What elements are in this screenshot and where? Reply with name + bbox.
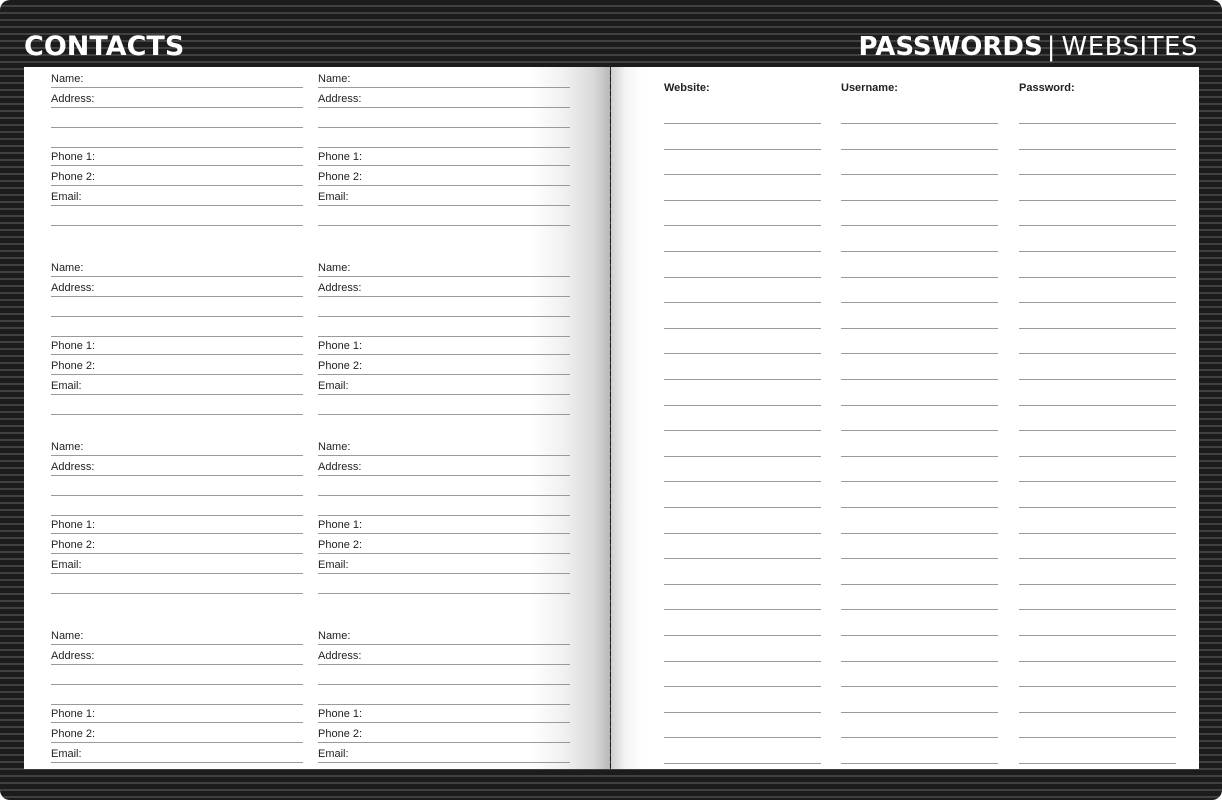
contact-name-field[interactable] <box>318 435 570 456</box>
contact-address-field[interactable] <box>51 87 303 108</box>
contact-address-label: Address: <box>318 282 362 294</box>
contact-address-label: Address: <box>318 650 362 662</box>
username-entry-line[interactable] <box>841 149 998 150</box>
contact-blank-line[interactable] <box>51 205 303 226</box>
username-entry-line[interactable] <box>841 737 998 738</box>
website-entry-line[interactable] <box>664 456 821 457</box>
password-entry-line[interactable] <box>1019 302 1176 303</box>
website-entry-line[interactable] <box>664 558 821 559</box>
contact-blank-line[interactable] <box>318 573 570 594</box>
username-entry-line[interactable] <box>841 533 998 534</box>
contact-email-label: Email: <box>51 191 82 203</box>
contact-address-field[interactable] <box>318 644 570 665</box>
contact-address-label: Address: <box>318 93 362 105</box>
contact-blank-line[interactable] <box>51 296 303 317</box>
contact-name-field[interactable] <box>318 67 570 88</box>
username-entry-line[interactable] <box>841 302 998 303</box>
contact-email-field[interactable] <box>318 742 570 763</box>
contact-phone2-field[interactable] <box>51 165 303 186</box>
contacts-column <box>318 67 570 769</box>
contact-name-field[interactable] <box>51 624 303 645</box>
contact-phone2-label: Phone 2: <box>51 728 96 740</box>
website-entry-line[interactable] <box>664 763 821 764</box>
contact-phone1-label: Phone 1: <box>318 340 363 352</box>
website-entry-line[interactable] <box>664 737 821 738</box>
username-entry-line[interactable] <box>841 200 998 201</box>
contact-name-label: Name: <box>318 441 351 453</box>
contact-blank-line[interactable] <box>51 107 303 128</box>
password-column-header: Password: <box>1019 82 1075 94</box>
contact-name-label: Name: <box>51 73 84 85</box>
username-entry-line[interactable] <box>841 712 998 713</box>
username-entry-line[interactable] <box>841 686 998 687</box>
contact-address-field[interactable] <box>51 276 303 297</box>
username-entry-line[interactable] <box>841 225 998 226</box>
contact-address-field[interactable] <box>318 276 570 297</box>
contact-phone2-label: Phone 2: <box>318 360 363 372</box>
password-entry-line[interactable] <box>1019 456 1176 457</box>
contact-name-label: Name: <box>318 630 351 642</box>
username-entry-line[interactable] <box>841 609 998 610</box>
website-entry-line[interactable] <box>664 405 821 406</box>
password-entry-line[interactable] <box>1019 609 1176 610</box>
website-entry-line[interactable] <box>664 174 821 175</box>
contact-phone2-label: Phone 2: <box>51 171 96 183</box>
contact-blank-line[interactable] <box>51 394 303 415</box>
contact-blank-line[interactable] <box>318 107 570 128</box>
username-entry-line[interactable] <box>841 353 998 354</box>
website-entry-line[interactable] <box>664 225 821 226</box>
contact-phone1-field[interactable] <box>51 145 303 166</box>
passwords-websites-heading <box>859 30 1198 64</box>
username-entry-line[interactable] <box>841 456 998 457</box>
password-entry-line[interactable] <box>1019 584 1176 585</box>
contact-email-label: Email: <box>318 380 349 392</box>
contact-name-field[interactable] <box>318 256 570 277</box>
contact-name-field[interactable] <box>51 256 303 277</box>
contact-email-field[interactable] <box>318 374 570 395</box>
contact-blank-line[interactable] <box>318 296 570 317</box>
username-entry-line[interactable] <box>841 635 998 636</box>
contact-email-label: Email: <box>51 380 82 392</box>
website-entry-line[interactable] <box>664 353 821 354</box>
contact-blank-line[interactable] <box>318 475 570 496</box>
contact-phone2-field[interactable] <box>318 533 570 554</box>
contact-phone1-label: Phone 1: <box>51 340 96 352</box>
contact-name-label: Name: <box>51 630 84 642</box>
contact-blank-line[interactable] <box>318 205 570 226</box>
username-column-header: Username: <box>841 82 898 94</box>
password-entry-line[interactable] <box>1019 533 1176 534</box>
username-entry-line[interactable] <box>841 251 998 252</box>
contact-address-label: Address: <box>51 461 95 473</box>
contact-phone1-field[interactable] <box>318 513 570 534</box>
website-entry-line[interactable] <box>664 661 821 662</box>
password-entry-line[interactable] <box>1019 686 1176 687</box>
website-entry-line[interactable] <box>664 430 821 431</box>
username-entry-line[interactable] <box>841 328 998 329</box>
contact-address-field[interactable] <box>318 87 570 108</box>
contact-phone1-field[interactable] <box>318 145 570 166</box>
password-entry-line[interactable] <box>1019 251 1176 252</box>
contacts-page <box>24 67 610 769</box>
website-entry-line[interactable] <box>664 328 821 329</box>
contact-email-label: Email: <box>318 748 349 760</box>
contact-blank-line[interactable] <box>51 664 303 685</box>
contact-blank-line[interactable] <box>318 394 570 415</box>
username-entry-line[interactable] <box>841 405 998 406</box>
username-entry-line[interactable] <box>841 558 998 559</box>
contact-phone2-field[interactable] <box>318 165 570 186</box>
contact-phone1-label: Phone 1: <box>318 519 363 531</box>
website-entry-line[interactable] <box>664 251 821 252</box>
contact-address-label: Address: <box>51 282 95 294</box>
username-entry-line[interactable] <box>841 584 998 585</box>
contact-blank-line[interactable] <box>318 762 570 769</box>
password-entry-line[interactable] <box>1019 123 1176 124</box>
contact-blank-line[interactable] <box>51 475 303 496</box>
username-entry-line[interactable] <box>841 277 998 278</box>
password-entry-line[interactable] <box>1019 149 1176 150</box>
password-entry-line[interactable] <box>1019 558 1176 559</box>
contact-email-label: Email: <box>51 559 82 571</box>
website-entry-line[interactable] <box>664 302 821 303</box>
contact-address-field[interactable] <box>51 455 303 476</box>
contact-phone2-label: Phone 2: <box>51 539 96 551</box>
contact-address-field[interactable] <box>51 644 303 665</box>
password-entry-line[interactable] <box>1019 174 1176 175</box>
contact-email-label: Email: <box>318 191 349 203</box>
websites-heading: WEBSITES <box>1061 32 1198 62</box>
password-entry-line[interactable] <box>1019 507 1176 508</box>
contact-name-label: Name: <box>318 73 351 85</box>
website-entry-line[interactable] <box>664 686 821 687</box>
contact-phone2-field[interactable] <box>318 354 570 375</box>
contact-phone2-label: Phone 2: <box>51 360 96 372</box>
password-entry-line[interactable] <box>1019 430 1176 431</box>
password-entry-line[interactable] <box>1019 635 1176 636</box>
password-entry-line[interactable] <box>1019 405 1176 406</box>
contact-phone2-label: Phone 2: <box>318 171 363 183</box>
contact-email-field[interactable] <box>318 553 570 574</box>
contact-phone2-field[interactable] <box>51 722 303 743</box>
contact-phone1-label: Phone 1: <box>318 708 363 720</box>
contact-phone1-label: Phone 1: <box>318 151 363 163</box>
website-entry-line[interactable] <box>664 609 821 610</box>
password-entry-line[interactable] <box>1019 225 1176 226</box>
contact-email-field[interactable] <box>51 185 303 206</box>
website-entry-line[interactable] <box>664 584 821 585</box>
contact-phone1-field[interactable] <box>51 702 303 723</box>
password-entry-line[interactable] <box>1019 277 1176 278</box>
website-entry-line[interactable] <box>664 123 821 124</box>
contact-blank-line[interactable] <box>318 664 570 685</box>
contact-address-field[interactable] <box>318 455 570 476</box>
password-entry-line[interactable] <box>1019 353 1176 354</box>
website-entry-line[interactable] <box>664 277 821 278</box>
contacts-heading: CONTACTS <box>24 31 185 62</box>
heading-separator: | <box>1046 32 1056 62</box>
contact-address-label: Address: <box>318 461 362 473</box>
contact-phone1-field[interactable] <box>51 513 303 534</box>
contact-phone2-label: Phone 2: <box>318 728 363 740</box>
password-entry-line[interactable] <box>1019 328 1176 329</box>
contact-email-field[interactable] <box>51 742 303 763</box>
password-entry-line[interactable] <box>1019 712 1176 713</box>
website-entry-line[interactable] <box>664 712 821 713</box>
password-entry-line[interactable] <box>1019 379 1176 380</box>
contact-email-field[interactable] <box>51 553 303 574</box>
contact-address-label: Address: <box>51 650 95 662</box>
contact-name-field[interactable] <box>318 624 570 645</box>
contact-email-field[interactable] <box>51 374 303 395</box>
website-entry-line[interactable] <box>664 533 821 534</box>
contact-phone2-field[interactable] <box>318 722 570 743</box>
contacts-column <box>51 67 303 769</box>
username-entry-line[interactable] <box>841 430 998 431</box>
username-entry-line[interactable] <box>841 507 998 508</box>
username-entry-line[interactable] <box>841 123 998 124</box>
contact-phone1-field[interactable] <box>51 334 303 355</box>
password-entry-line[interactable] <box>1019 200 1176 201</box>
contact-phone1-label: Phone 1: <box>51 519 96 531</box>
website-entry-line[interactable] <box>664 507 821 508</box>
contact-phone1-label: Phone 1: <box>51 708 96 720</box>
contact-address-label: Address: <box>51 93 95 105</box>
password-entry-line[interactable] <box>1019 763 1176 764</box>
contact-phone2-field[interactable] <box>51 533 303 554</box>
passwords-heading: PASSWORDS <box>858 32 1043 62</box>
password-entry-line[interactable] <box>1019 661 1176 662</box>
username-entry-line[interactable] <box>841 481 998 482</box>
password-entry-line[interactable] <box>1019 481 1176 482</box>
username-entry-line[interactable] <box>841 379 998 380</box>
contact-name-field[interactable] <box>51 67 303 88</box>
contact-phone2-field[interactable] <box>51 354 303 375</box>
contact-phone1-field[interactable] <box>318 702 570 723</box>
website-entry-line[interactable] <box>664 635 821 636</box>
contact-phone2-label: Phone 2: <box>318 539 363 551</box>
password-entry-line[interactable] <box>1019 737 1176 738</box>
website-column-header: Website: <box>664 82 710 94</box>
username-entry-line[interactable] <box>841 661 998 662</box>
contact-phone1-label: Phone 1: <box>51 151 96 163</box>
website-entry-line[interactable] <box>664 149 821 150</box>
passwords-page <box>611 67 1199 769</box>
contact-name-label: Name: <box>51 441 84 453</box>
website-entry-line[interactable] <box>664 200 821 201</box>
website-entry-line[interactable] <box>664 481 821 482</box>
contact-name-field[interactable] <box>51 435 303 456</box>
contact-blank-line[interactable] <box>51 762 303 769</box>
contact-name-label: Name: <box>51 262 84 274</box>
username-entry-line[interactable] <box>841 763 998 764</box>
contact-email-field[interactable] <box>318 185 570 206</box>
contact-email-label: Email: <box>51 748 82 760</box>
contact-phone1-field[interactable] <box>318 334 570 355</box>
website-entry-line[interactable] <box>664 379 821 380</box>
username-entry-line[interactable] <box>841 174 998 175</box>
contact-email-label: Email: <box>318 559 349 571</box>
contact-blank-line[interactable] <box>51 573 303 594</box>
contact-name-label: Name: <box>318 262 351 274</box>
